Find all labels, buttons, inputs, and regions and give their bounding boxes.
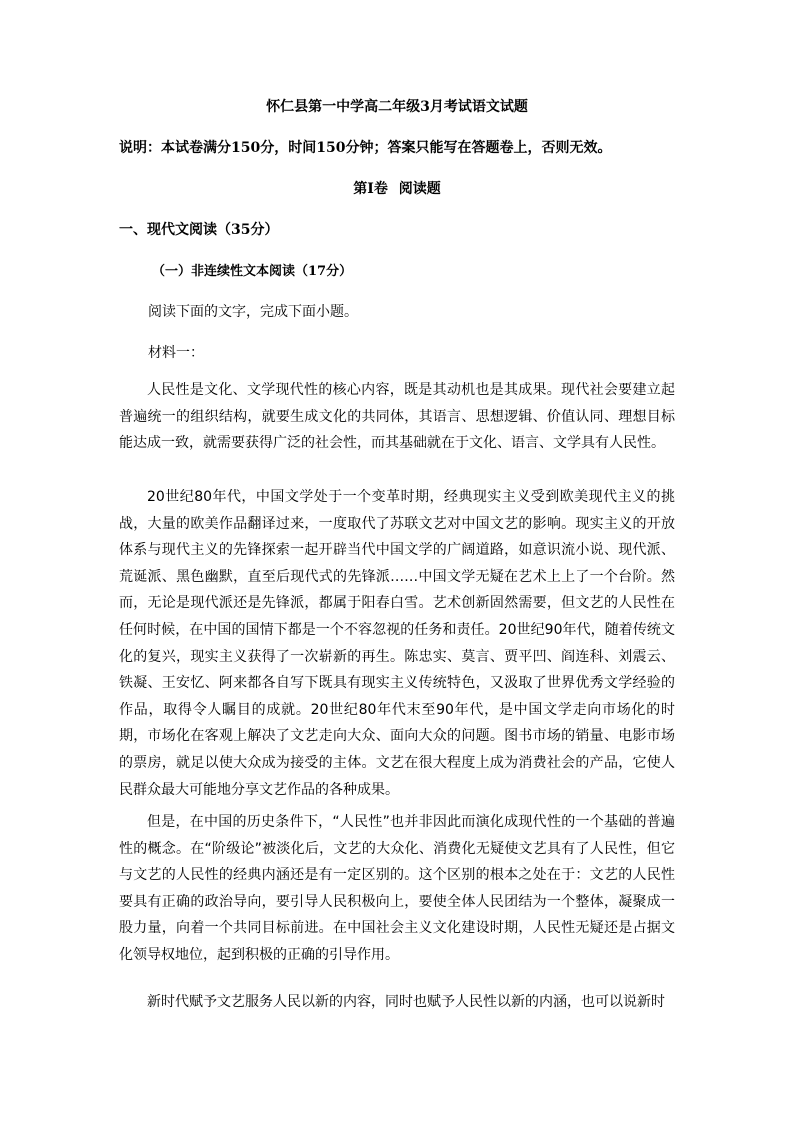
volume-title: 第I卷 阅读题 — [353, 181, 441, 197]
subsection-heading: （一）非连续性文本阅读（17分） — [152, 264, 353, 279]
reading-instruction: 阅读下面的文字，完成下面小题。 — [148, 304, 358, 320]
paragraph-1: 人民性是文化、文学现代性的核心内容，既是其动机也是其成果。现代社会要建立起普遍统一的组织结构，就要生成文化的共同体，其语言、思想逻辑、价值认同、理想目标能达成一致，就需要获得广泛的社会性，而其基础就在于文化、语言、文学具有人民性。 — [119, 382, 675, 452]
section-heading: 一、现代文阅读（35分） — [119, 222, 279, 238]
paragraph-4: 新时代赋予文艺服务人民以新的内容，同时也赋予人民性以新的内涵，也可以说新时 — [147, 994, 665, 1010]
paragraph-3: 但是，在中国的历史条件下，“人民性”也并非因此而演化成现代性的一个基础的普遍性的概念。在“阶级论”被淡化后，文艺的大众化、消费化无疑使文艺具有了人民性，但它与文艺的人民性的经典内涵还是有一定区别的。这个区别的根本之处在于：文艺的人民性要具有正确的政治导向，要引导人民积极向上，要使全体人民团结为一个整体，凝聚成一股力量，向着一个共同目标前进。在中国社会主义文化建设时期，人民性无疑还是占据文化领导权地位，起到积极的正确的引导作用。 — [119, 814, 675, 963]
paragraph-2: 20世纪80年代，中国文学处于一个变革时期，经典现实主义受到欧美现代主义的挑战，大量的欧美作品翻译过来，一度取代了苏联文艺对中国文艺的影响。现实主义的开放体系与现代主义的先锋探索一起开辟当代中国文学的广阔道路，如意识流小说、现代派、荒诞派、黑色幽默，直至后现代式的先锋派……中国文学无疑在艺术上上了一个台阶。然而，无论是现代派还是先锋派，都属于阳春白雪。艺术创新固然需要，但文艺的人民性在任何时候，在中国的国情下都是一个不容忽视的任务和责任。20世纪90年代，随着传统文化的复兴，现实主义获得了一次崭新的再生。陈忠实、莫言、贾平凹、阎连科、刘震云、铁凝、王安忆、阿来都各自写下既具有现实主义传统特色，又汲取了世界优秀文学经验的作品，取得令人瞩目的成就。20世纪80年代末至90年代，是中国文学走向市场化的时期，市场化在客观上解决了文艺走向大众、面向大众的问题。图书市场的销量、电影市场的票房，就足以使大众成为接受的主体。文艺在很大程度上成为消费社会的产品，它使人民群众最大可能地分享文艺作品的各种成果。 — [119, 489, 675, 798]
exam-title: 怀仁县第一中学高二年级3月考试语文试题 — [266, 99, 528, 115]
exam-instructions-note: 说明：本试卷满分150分，时间150分钟；答案只能写在答题卷上，否则无效。 — [119, 140, 612, 156]
material-label: 材料一： — [148, 345, 204, 361]
